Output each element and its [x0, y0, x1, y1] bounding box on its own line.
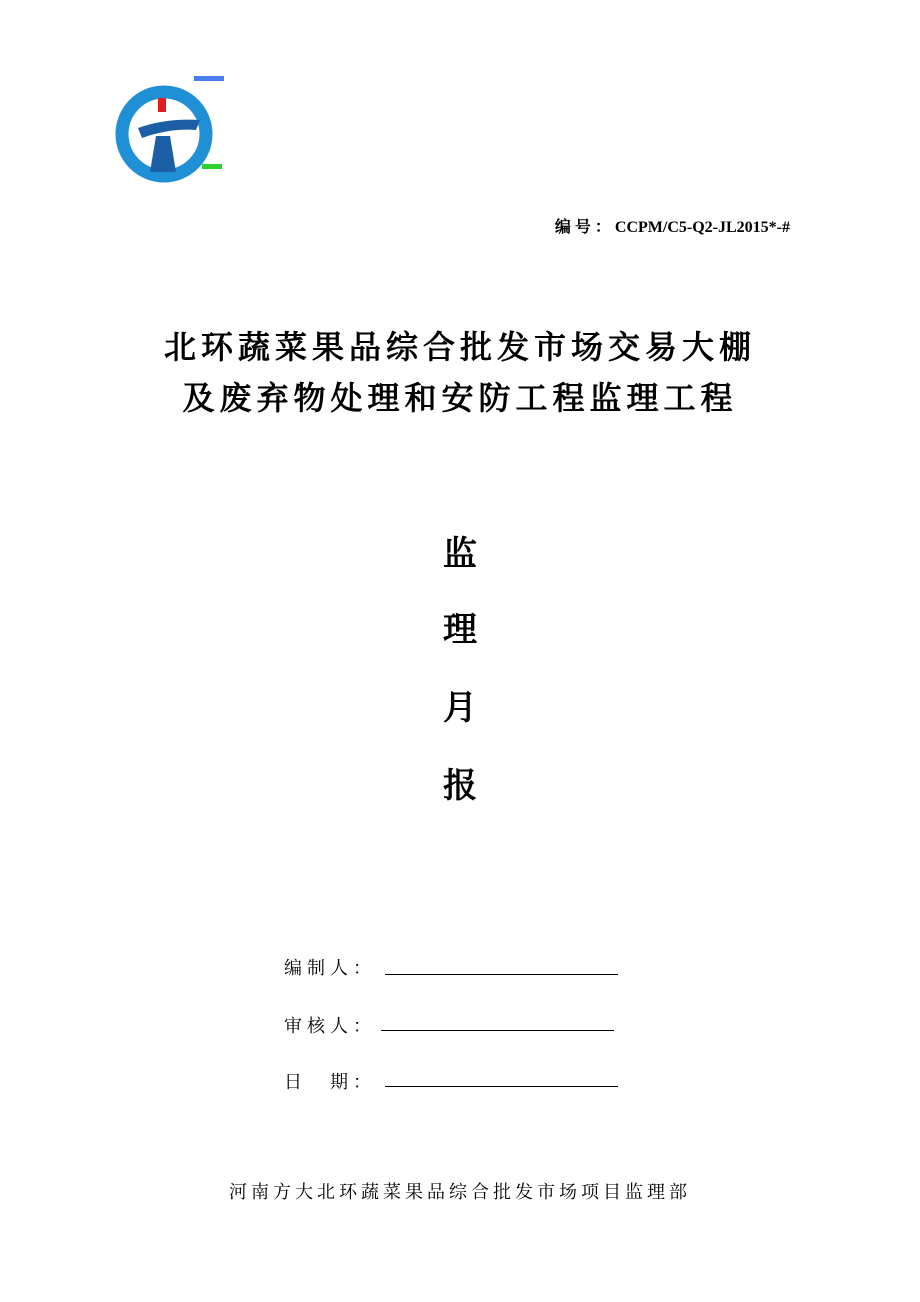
reviewer-row: [284, 1012, 376, 1038]
compiler-signature-line[interactable]: [385, 974, 618, 975]
document-number: [0, 214, 790, 237]
date-signature-line[interactable]: [385, 1086, 618, 1087]
report-title-char-2: 理: [443, 610, 477, 650]
report-title-char-4: 报: [443, 766, 477, 806]
document-number-code: CCPM/C5-Q2-JL2015*-#: [614, 219, 790, 236]
project-title: [60, 322, 860, 424]
project-title-line-1: 北环蔬菜果品综合批发市场交易大棚: [163, 328, 756, 366]
company-logo: [108, 76, 226, 186]
report-title-char-3: 月: [443, 688, 477, 728]
reviewer-label: 审核人：: [284, 1016, 376, 1037]
date-row: [284, 1068, 376, 1094]
company-logo-icon: [122, 76, 224, 176]
organization-footer: 河南方大北环蔬菜果品综合批发市场项目监理部: [229, 1182, 691, 1203]
compiler-row: [284, 954, 376, 980]
compiler-label: 编制人：: [284, 958, 376, 979]
document-number-label: 编号：: [554, 217, 615, 236]
project-title-line-2: 及废弃物处理和安防工程监理工程: [182, 379, 738, 417]
reviewer-signature-line[interactable]: [381, 1030, 614, 1031]
report-title-char-1: 监: [443, 534, 477, 574]
date-label: 日 期：: [284, 1072, 376, 1093]
